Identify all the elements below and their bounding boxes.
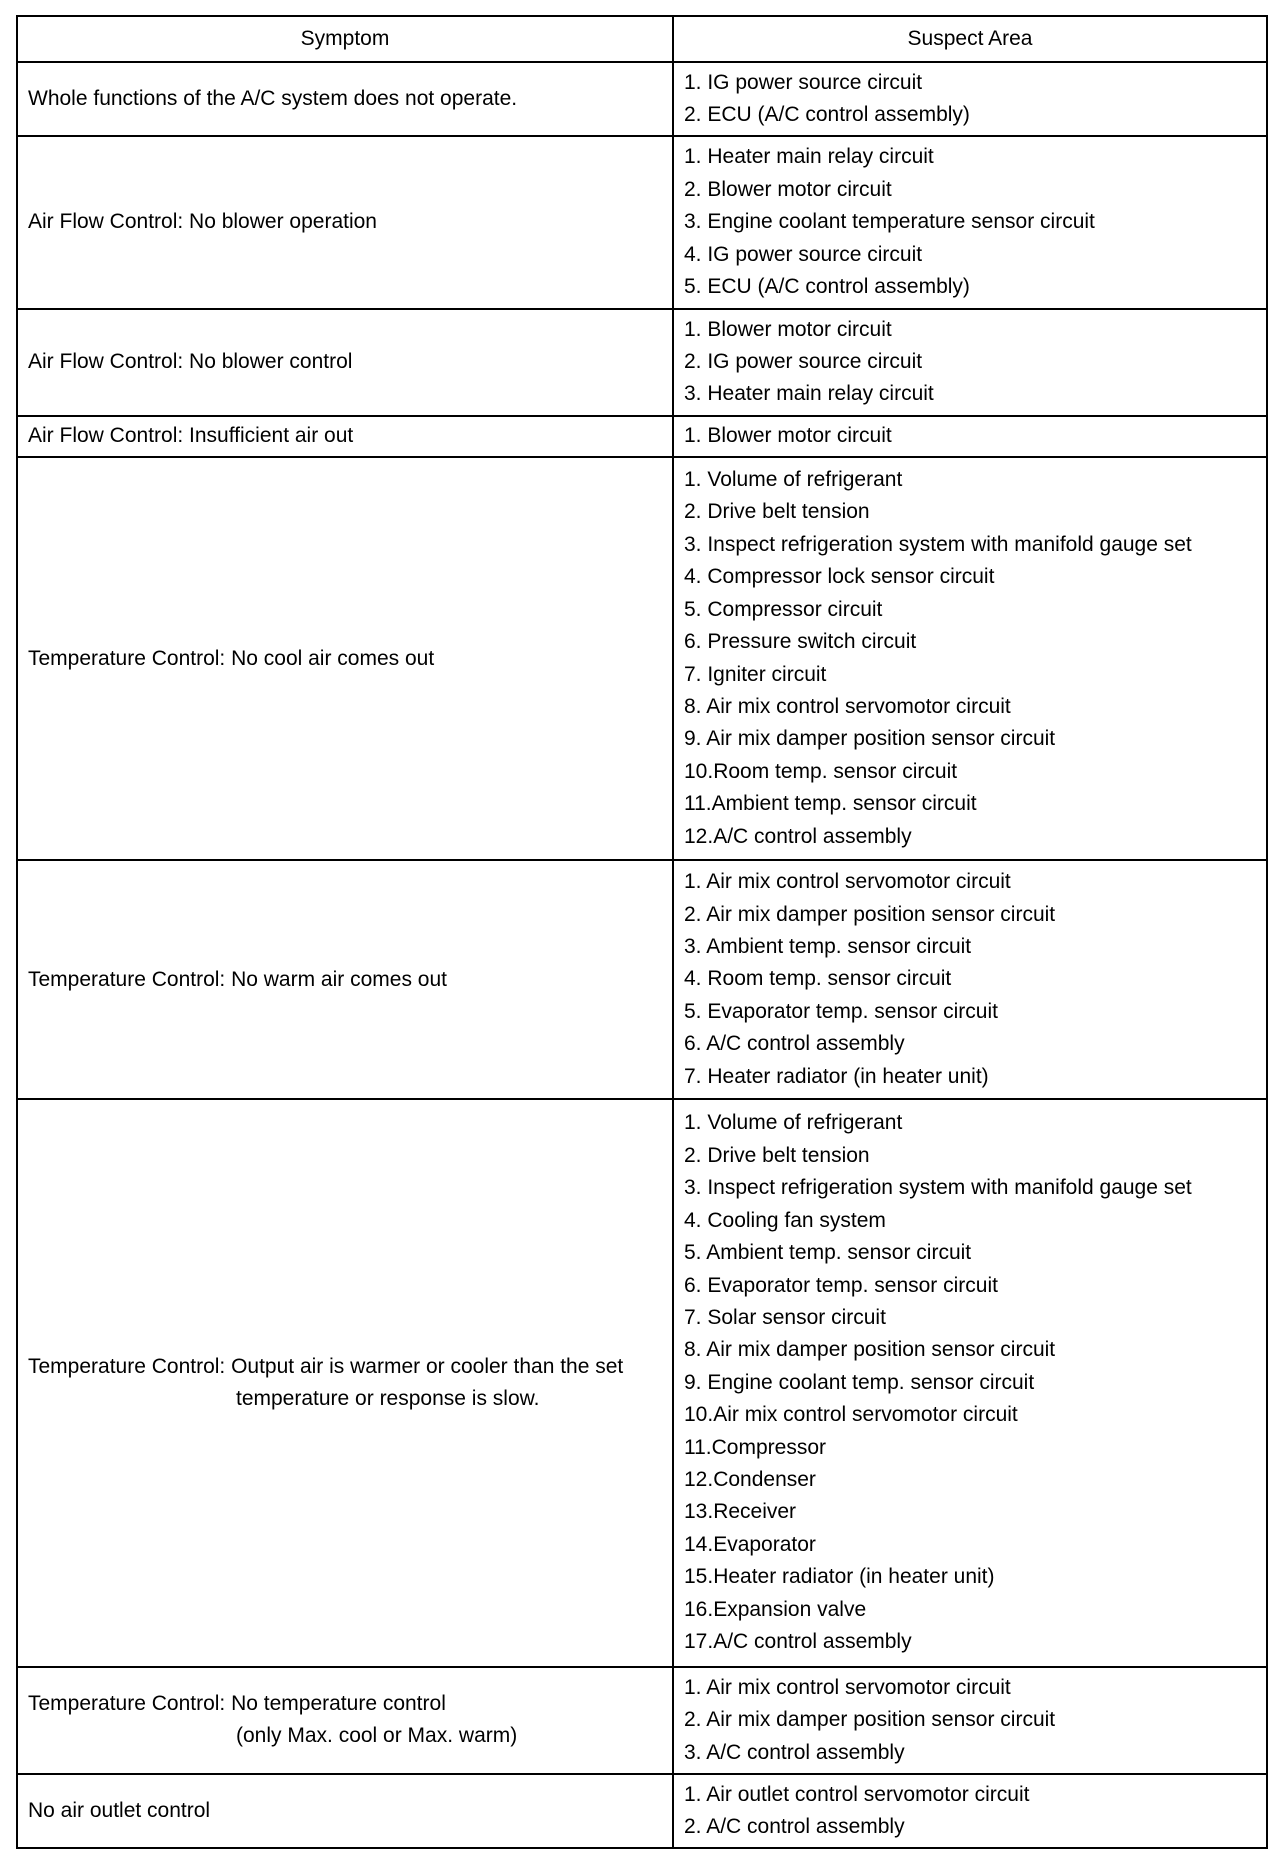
- symptom-text: Temperature Control: Output air is warmer or cooler than the set: [28, 1354, 624, 1378]
- table-row: [17, 1099, 1267, 1667]
- symptom-cell: [17, 309, 673, 416]
- table-row: [17, 62, 1267, 136]
- suspect-item: 4. IG power source circuit: [684, 242, 923, 266]
- suspect-area-cell: [673, 1099, 1267, 1667]
- suspect-item: 14.Evaporator: [684, 1532, 816, 1556]
- suspect-item: 7. Heater radiator (in heater unit): [684, 1064, 989, 1088]
- suspect-item: 7. Solar sensor circuit: [684, 1305, 886, 1329]
- suspect-item: 2. A/C control assembly: [684, 1814, 905, 1838]
- symptom-text: Air Flow Control: No blower control: [28, 350, 353, 374]
- suspect-item: 5. Ambient temp. sensor circuit: [684, 1241, 972, 1265]
- suspect-item: 2. IG power source circuit: [684, 350, 923, 374]
- suspect-item: 8. Air mix damper position sensor circuit: [684, 1338, 1056, 1362]
- suspect-item: 2. Air mix damper position sensor circuit: [684, 1708, 1056, 1732]
- suspect-item: 12.A/C control assembly: [684, 824, 912, 848]
- symptom-cell: [17, 136, 673, 309]
- suspect-item: 2. Drive belt tension: [684, 500, 870, 524]
- table-row: [17, 1667, 1267, 1774]
- suspect-item: 13.Receiver: [684, 1500, 797, 1524]
- symptom-cell: [17, 416, 673, 457]
- table-row: [17, 309, 1267, 416]
- suspect-list: [684, 1779, 1266, 1844]
- suspect-item: 11.Compressor: [684, 1435, 826, 1459]
- table-row: [17, 457, 1267, 860]
- symptom-text: Whole functions of the A/C system does not operate.: [28, 87, 518, 110]
- table-row: [17, 136, 1267, 309]
- symptom-text-continued: temperature or response is slow.: [236, 1386, 540, 1410]
- suspect-item: 1. Volume of refrigerant: [684, 1111, 903, 1135]
- symptom-text: Air Flow Control: No blower operation: [28, 210, 377, 234]
- suspect-item: 5. Compressor circuit: [684, 597, 883, 621]
- suspect-item: 8. Air mix control servomotor circuit: [684, 694, 1011, 718]
- symptom-cell: [17, 1774, 673, 1848]
- suspect-item: 4. Cooling fan system: [684, 1208, 886, 1232]
- suspect-item: 17.A/C control assembly: [684, 1629, 912, 1653]
- suspect-item: 5. Evaporator temp. sensor circuit: [684, 999, 998, 1023]
- suspect-item: 16.Expansion valve: [684, 1597, 867, 1621]
- suspect-area-cell: [673, 860, 1267, 1099]
- symptom-cell: [17, 1099, 673, 1667]
- symptom-header: Symptom: [17, 16, 673, 62]
- suspect-item: 1. Air mix control servomotor circuit: [684, 1675, 1011, 1699]
- suspect-item: 3. Ambient temp. sensor circuit: [684, 934, 972, 958]
- suspect-area-cell: [673, 416, 1267, 457]
- suspect-area-cell: [673, 62, 1267, 136]
- suspect-item: 6. Pressure switch circuit: [684, 630, 917, 654]
- symptom-text: Air Flow Control: Insufficient air out: [28, 424, 354, 448]
- suspect-item: 9. Engine coolant temp. sensor circuit: [684, 1370, 1035, 1394]
- suspect-item: 6. Evaporator temp. sensor circuit: [684, 1273, 998, 1297]
- symptom-text: No air outlet control: [28, 1798, 211, 1822]
- suspect-list: [684, 141, 1266, 303]
- suspect-item: 2. Blower motor circuit: [684, 177, 892, 201]
- suspect-item: 11.Ambient temp. sensor circuit: [684, 792, 977, 816]
- suspect-item: 4. Room temp. sensor circuit: [684, 967, 952, 991]
- suspect-area-cell: [673, 1667, 1267, 1774]
- suspect-item: 1. Air mix control servomotor circuit: [684, 870, 1011, 894]
- symptom-table: [16, 15, 1268, 1849]
- symptom-text: Temperature Control: No cool air comes out: [28, 646, 435, 670]
- suspect-area-cell: [673, 1774, 1267, 1848]
- suspect-item: 9. Air mix damper position sensor circuit: [684, 727, 1056, 751]
- suspect-item: 10.Air mix control servomotor circuit: [684, 1403, 1018, 1427]
- suspect-area-header: Suspect Area: [673, 16, 1267, 62]
- suspect-item: 3. Inspect refrigeration system with manifold gauge set: [684, 532, 1192, 556]
- suspect-item: 6. A/C control assembly: [684, 1032, 905, 1056]
- suspect-item: 2. ECU (A/C control assembly): [684, 103, 970, 126]
- suspect-area-cell: [673, 457, 1267, 860]
- suspect-list: [684, 314, 1266, 411]
- suspect-item: 1. Blower motor circuit: [684, 317, 892, 341]
- suspect-item: 3. Heater main relay circuit: [684, 382, 934, 406]
- suspect-area-cell: [673, 136, 1267, 309]
- suspect-list: [684, 420, 1266, 452]
- suspect-item: 10.Room temp. sensor circuit: [684, 759, 958, 783]
- suspect-item: 4. Compressor lock sensor circuit: [684, 565, 995, 589]
- suspect-item: 1. Volume of refrigerant: [684, 468, 903, 492]
- symptom-text: Temperature Control: No warm air comes out: [28, 967, 447, 991]
- suspect-item: 3. Inspect refrigeration system with manifold gauge set: [684, 1176, 1192, 1200]
- symptom-text-continued: (only Max. cool or Max. warm): [236, 1724, 518, 1748]
- table-row: [17, 1774, 1267, 1848]
- suspect-area-cell: [673, 309, 1267, 416]
- symptom-cell: [17, 1667, 673, 1774]
- symptom-text: Temperature Control: No temperature control: [28, 1692, 446, 1716]
- suspect-item: 1. Blower motor circuit: [684, 424, 892, 448]
- suspect-list: [684, 464, 1266, 853]
- symptom-cell: [17, 860, 673, 1099]
- table-row: [17, 416, 1267, 457]
- header-row: [17, 16, 1267, 62]
- suspect-item: 3. Engine coolant temperature sensor circuit: [684, 210, 1095, 234]
- suspect-item: 1. Heater main relay circuit: [684, 145, 934, 169]
- suspect-list: [684, 1672, 1266, 1769]
- suspect-list: [684, 866, 1266, 1093]
- table-row: [17, 860, 1267, 1099]
- suspect-item: 12.Condenser: [684, 1467, 816, 1491]
- symptom-cell: [17, 457, 673, 860]
- suspect-list: [684, 67, 1266, 132]
- suspect-item: 5. ECU (A/C control assembly): [684, 275, 970, 299]
- suspect-list: [684, 1107, 1266, 1658]
- suspect-item: 1. Air outlet control servomotor circuit: [684, 1782, 1030, 1806]
- suspect-item: 7. Igniter circuit: [684, 662, 827, 686]
- suspect-item: 3. A/C control assembly: [684, 1740, 905, 1764]
- suspect-item: 1. IG power source circuit: [684, 70, 923, 94]
- suspect-item: 2. Drive belt tension: [684, 1143, 870, 1167]
- suspect-item: 15.Heater radiator (in heater unit): [684, 1565, 995, 1589]
- suspect-item: 2. Air mix damper position sensor circuit: [684, 902, 1056, 926]
- symptom-cell: [17, 62, 673, 136]
